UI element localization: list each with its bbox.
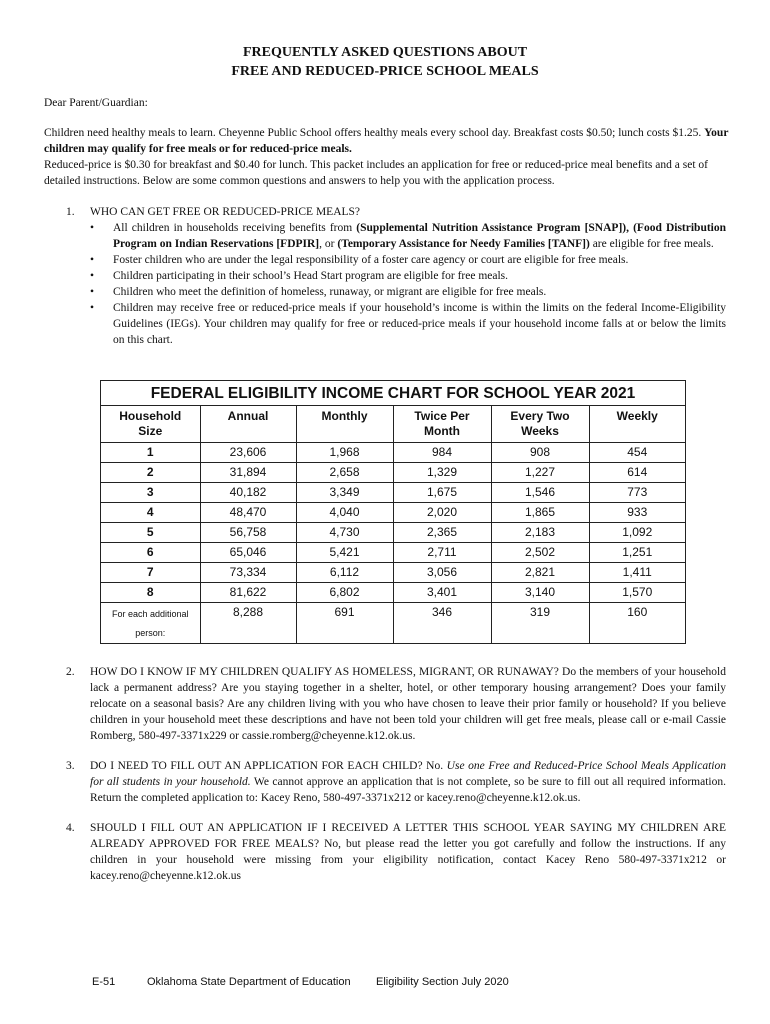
list-item: • Children may receive free or reduced-price meals if your household’s income is within the limits on the federal Income-Eligibility Guidelines (IEGs). Your children may qualify for free or reduced-price meals if your household income falls at or below the limits on this chart. [90, 300, 726, 348]
table-cell: 1,968 [296, 443, 393, 463]
table-cell: 2,711 [393, 543, 491, 563]
header-line: Household [119, 409, 182, 423]
household-size-cell: 3 [101, 483, 200, 503]
table-cell: 5,421 [296, 543, 393, 563]
question-4-text: SHOULD I FILL OUT AN APPLICATION IF I RECEIVED A LETTER THIS SCHOOL YEAR SAYING MY CHILDREN ARE ALREADY APPROVED FOR FREE MEALS? No, but please read the letter you got carefully and follow the instructions. If any children in your household were missing from your eligibility notification, contact Kacey Reno 580-497-3371x212 or kacey.reno@cheyenne.k12.ok.us [90, 822, 726, 882]
header-line: Annual [227, 409, 269, 423]
question-4-number: 4. [66, 822, 75, 834]
column-header [491, 406, 589, 443]
household-size-cell: 1 [101, 443, 200, 463]
table-cell: 2,183 [491, 523, 589, 543]
question-3-italic-note: Use one Free and Reduced-Price School Meals Application for all students in your household. [90, 760, 726, 788]
table-row [101, 443, 685, 463]
table-cell: 65,046 [200, 543, 296, 563]
additional-person-label [101, 603, 200, 644]
page-title-line-1: FREQUENTLY ASKED QUESTIONS ABOUT [242, 45, 528, 60]
table-cell: 4,040 [296, 503, 393, 523]
intro-qualify-text: Your children may qualify for free meals or for reduced-price meals. [44, 127, 729, 155]
header-line: Month [424, 424, 460, 438]
header-line: Every Two [510, 409, 570, 423]
table-row [101, 503, 685, 523]
header-line: Weekly [616, 409, 658, 423]
bullet-text: , [626, 222, 634, 234]
table-cell: 23,606 [200, 443, 296, 463]
snap-text: (Supplemental Nutrition Assistance Program [SNAP]) [356, 222, 627, 234]
question-1-number: 1. [66, 206, 75, 218]
list-item: • Children who meet the definition of homeless, runaway, or migrant are eligible for free meals. [90, 284, 726, 300]
table-row [101, 483, 685, 503]
table-cell: 48,470 [200, 503, 296, 523]
income-eligibility-chart [100, 380, 686, 644]
table-cell: 1,092 [589, 523, 685, 543]
table-cell: 614 [589, 463, 685, 483]
table-cell: 4,730 [296, 523, 393, 543]
table-cell: 933 [589, 503, 685, 523]
bullet-text: , or [319, 238, 338, 250]
header-line: Twice Per [414, 409, 470, 423]
table-cell: 1,570 [589, 583, 685, 603]
household-size-cell: 4 [101, 503, 200, 523]
question-2-text: HOW DO I KNOW IF MY CHILDREN QUALIFY AS HOMELESS, MIGRANT, OR RUNAWAY? Do the members of your household lack a permanent address? Are you staying together in a shelter, hotel, or other temporary housing arrangement? Does your family relocate on a seasonal basis? Are any children living with you who have chosen to leave their prior family or household? If you believe children in your household meet these descriptions and have not been told your children will get free meals, please call or e-mail Cassie Romberg, 580-497-3371x229 or cassie.romberg@cheyenne.k12.ok.us. [90, 666, 726, 742]
label-line: person: [135, 628, 166, 638]
table-cell: 8,288 [200, 603, 296, 644]
table-cell: 1,329 [393, 463, 491, 483]
footer-section: Eligibility Section July 2020 [376, 976, 509, 988]
table-row [101, 563, 685, 583]
question-3-heading: DO I NEED TO FILL OUT AN APPLICATION FOR EACH CHILD? No. [90, 760, 447, 772]
page-title-line-2: FREE AND REDUCED-PRICE SCHOOL MEALS [231, 64, 539, 79]
salutation: Dear Parent/Guardian: [44, 97, 148, 109]
table-header-row [101, 406, 685, 443]
question-1-bullet-list [90, 220, 726, 348]
intro-paragraph-2: Reduced-price is $0.30 for breakfast and $0.40 for lunch. This packet includes an application for free or reduced-price meal benefits and a set of detailed instructions. Below are some common questions and answers to help you with the application process. [44, 159, 708, 187]
table-cell: 1,546 [491, 483, 589, 503]
header-line: Weeks [521, 424, 559, 438]
question-3-text [90, 758, 726, 806]
table-cell: 691 [296, 603, 393, 644]
table-cell: 6,802 [296, 583, 393, 603]
table-cell: 73,334 [200, 563, 296, 583]
intro-paragraph-1 [44, 125, 734, 157]
household-size-cell: 8 [101, 583, 200, 603]
footer-page-number: E-51 [92, 976, 116, 988]
table-cell: 81,622 [200, 583, 296, 603]
table-cell: 1,865 [491, 503, 589, 523]
table-row [101, 523, 685, 543]
question-3-number: 3. [66, 760, 75, 772]
table-cell: 319 [491, 603, 589, 644]
table-cell: 2,365 [393, 523, 491, 543]
list-item: • Foster children who are under the legal responsibility of a foster care agency or court are eligible for free meals. [90, 252, 726, 268]
column-header [296, 406, 393, 443]
table-cell: 1,227 [491, 463, 589, 483]
table-cell: 2,821 [491, 563, 589, 583]
table-cell: 1,675 [393, 483, 491, 503]
income-table [101, 406, 685, 643]
question-2-number: 2. [66, 666, 75, 678]
question-3-instructions: We cannot approve an application that is not complete, so be sure to fill out all required information. Return the completed application to: Kacey Reno, 580-497-3371x212 or kacey.reno@cheyenne.k12.ok.us. [90, 776, 727, 804]
column-header [589, 406, 685, 443]
table-cell: 1,411 [589, 563, 685, 583]
table-cell: 2,020 [393, 503, 491, 523]
table-cell: 31,894 [200, 463, 296, 483]
footer-department: Oklahoma State Department of Education [147, 976, 351, 988]
table-row [101, 463, 685, 483]
table-cell: 984 [393, 443, 491, 463]
bullet-text: All children in households receiving benefits from [113, 222, 357, 234]
bullet-text: are eligible for free meals. [589, 238, 714, 250]
table-cell: 2,502 [491, 543, 589, 563]
table-cell: 56,758 [200, 523, 296, 543]
table-cell: 1,251 [589, 543, 685, 563]
table-cell: 3,140 [491, 583, 589, 603]
tanf-text: (Temporary Assistance for Needy Families [TANF]) [337, 238, 590, 250]
table-row [101, 583, 685, 603]
intro-prices-text: Children need healthy meals to learn. Cheyenne Public School offers healthy meals every school day. Breakfast costs $0.50; lunch costs $1.25. [44, 127, 705, 139]
table-cell: 454 [589, 443, 685, 463]
table-cell: 2,658 [296, 463, 393, 483]
table-cell: 908 [491, 443, 589, 463]
table-cell: 3,349 [296, 483, 393, 503]
label-line: For each additional [111, 609, 189, 619]
table-row [101, 543, 685, 563]
column-header [200, 406, 296, 443]
header-line: Monthly [321, 409, 368, 423]
household-size-cell: 6 [101, 543, 200, 563]
table-cell: 773 [589, 483, 685, 503]
column-header [393, 406, 491, 443]
table-cell: 160 [589, 603, 685, 644]
table-row-additional-person [101, 603, 685, 644]
list-item [90, 220, 726, 252]
table-cell: 3,401 [393, 583, 491, 603]
fdpir-text: (Food Distribution Program on Indian Reservations [FDPIR] [113, 222, 727, 250]
header-line: Size [138, 424, 163, 438]
table-cell: 40,182 [200, 483, 296, 503]
table-cell: 346 [393, 603, 491, 644]
column-header [101, 406, 200, 443]
question-1-heading: WHO CAN GET FREE OR REDUCED-PRICE MEALS? [90, 206, 361, 218]
list-item: • Children participating in their school’s Head Start program are eligible for free meals. [90, 268, 726, 284]
table-cell: 6,112 [296, 563, 393, 583]
household-size-cell: 7 [101, 563, 200, 583]
chart-title: FEDERAL ELIGIBILITY INCOME CHART FOR SCHOOL YEAR 2021 [101, 381, 685, 406]
household-size-cell: 2 [101, 463, 200, 483]
household-size-cell: 5 [101, 523, 200, 543]
table-cell: 3,056 [393, 563, 491, 583]
